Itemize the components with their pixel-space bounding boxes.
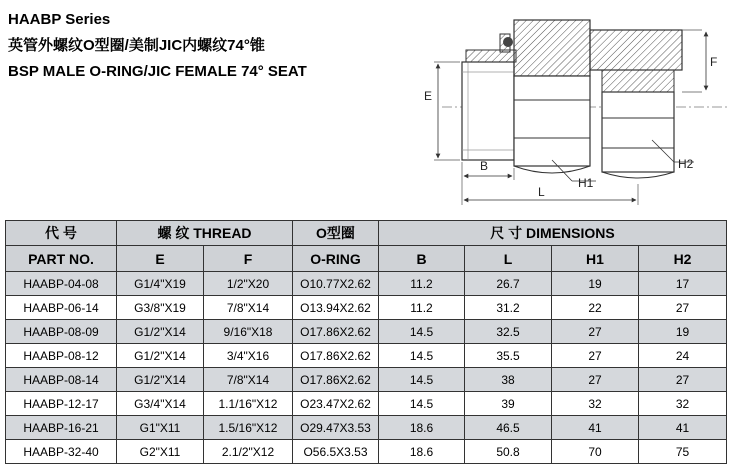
col-header-E: E [117,246,204,272]
cell-o-ring: O17.86X2.62 [293,368,379,392]
cell-o-ring: O13.94X2.62 [293,296,379,320]
cell-part-no: HAABP-06-14 [6,296,117,320]
cell-thread-F: 1.5/16"X12 [204,416,293,440]
label-B: B [480,159,489,173]
table-row [6,368,727,392]
col-header-F: F [204,246,293,272]
dimension-B [462,159,514,180]
cell-part-no: HAABP-08-12 [6,344,117,368]
cell-dim-H1: 27 [552,320,639,344]
cell-o-ring: O56.5X3.53 [293,440,379,464]
col-header-O-ring: O-RING [293,246,379,272]
col-header-L: L [465,246,552,272]
cell-dim-H2: 41 [639,416,727,440]
cell-dim-H1: 22 [552,296,639,320]
cell-dim-B: 14.5 [379,344,465,368]
cell-o-ring: O23.47X2.62 [293,392,379,416]
cell-dim-L: 32.5 [465,320,552,344]
cell-dim-B: 14.5 [379,320,465,344]
cell-dim-H2: 32 [639,392,727,416]
cell-thread-F: 9/16"X18 [204,320,293,344]
cell-part-no: HAABP-32-40 [6,440,117,464]
cell-dim-L: 46.5 [465,416,552,440]
cell-dim-B: 14.5 [379,368,465,392]
cell-dim-H2: 24 [639,344,727,368]
dimension-E [424,62,460,160]
cell-dim-L: 39 [465,392,552,416]
label-H2: H2 [678,157,694,171]
cell-thread-E: G1/2"X14 [117,320,204,344]
table-row [6,272,727,296]
cell-dim-B: 18.6 [379,440,465,464]
dimensions-header: 尺 寸 DIMENSIONS [379,221,727,246]
title-block [8,8,307,84]
cell-thread-F: 7/8"X14 [204,368,293,392]
cell-dim-H2: 27 [639,368,727,392]
label-F: F [710,55,718,69]
swivel-nut [590,30,702,178]
cell-o-ring: O17.86X2.62 [293,344,379,368]
cell-thread-F: 7/8"X14 [204,296,293,320]
cell-dim-H2: 19 [639,320,727,344]
dimension-L [462,180,638,205]
label-E: E [424,89,433,103]
cell-o-ring: O17.86X2.62 [293,320,379,344]
cell-dim-L: 26.7 [465,272,552,296]
cell-thread-F: 2.1/2"X12 [204,440,293,464]
table-row [6,344,727,368]
cell-dim-L: 38 [465,368,552,392]
col-header-H2: H2 [639,246,727,272]
label-H1: H1 [578,176,594,190]
cell-thread-F: 1.1/16"X12 [204,392,293,416]
cell-dim-H1: 27 [552,368,639,392]
dimension-F [706,32,717,90]
header-row-1 [6,221,727,246]
cell-dim-H1: 70 [552,440,639,464]
cell-dim-L: 31.2 [465,296,552,320]
cell-dim-B: 11.2 [379,296,465,320]
cell-dim-H2: 75 [639,440,727,464]
col-header-B: B [379,246,465,272]
cell-part-no: HAABP-12-17 [6,392,117,416]
cell-o-ring: O29.47X3.53 [293,416,379,440]
cell-dim-H1: 32 [552,392,639,416]
part-no-cn-header: 代 号 [6,221,117,246]
col-header-H1: H1 [552,246,639,272]
label-L: L [538,185,545,199]
table-row [6,320,727,344]
cell-part-no: HAABP-08-14 [6,368,117,392]
cell-thread-F: 3/4"X16 [204,344,293,368]
o-ring-seal [500,34,513,52]
oring-cn-header: O型圈 [293,221,379,246]
cell-dim-H1: 19 [552,272,639,296]
table-row [6,392,727,416]
cell-dim-B: 11.2 [379,272,465,296]
hex-nut [514,20,590,173]
cell-dim-L: 35.5 [465,344,552,368]
cell-thread-E: G3/8"X19 [117,296,204,320]
cell-thread-E: G1/2"X14 [117,368,204,392]
part-no-en-header: PART NO. [6,246,117,272]
table-row [6,416,727,440]
cell-part-no: HAABP-16-21 [6,416,117,440]
table-body [6,272,727,464]
cell-dim-H1: 27 [552,344,639,368]
table-row [6,440,727,464]
series-title: HAABP Series [8,11,111,28]
cell-dim-B: 18.6 [379,416,465,440]
fitting-technical-drawing [412,0,730,212]
cell-thread-E: G1/2"X14 [117,344,204,368]
cell-dim-H2: 17 [639,272,727,296]
male-thread-body [462,50,516,160]
cell-part-no: HAABP-04-08 [6,272,117,296]
cell-part-no: HAABP-08-09 [6,320,117,344]
cell-thread-E: G3/4"X14 [117,392,204,416]
english-title: BSP MALE O-RING/JIC FEMALE 74° SEAT [8,63,307,80]
cell-dim-H2: 27 [639,296,727,320]
cell-thread-E: G1"X11 [117,416,204,440]
chinese-title: 英管外螺纹O型圈/美制JIC内螺纹74°锥 [8,37,265,54]
cell-dim-H1: 41 [552,416,639,440]
cell-dim-L: 50.8 [465,440,552,464]
header-row-2 [6,246,727,272]
cell-dim-B: 14.5 [379,392,465,416]
table-row [6,296,727,320]
thread-header: 螺 纹 THREAD [117,221,293,246]
spec-table [5,220,727,464]
cell-o-ring: O10.77X2.62 [293,272,379,296]
cell-thread-F: 1/2"X20 [204,272,293,296]
cell-thread-E: G2"X11 [117,440,204,464]
cell-thread-E: G1/4"X19 [117,272,204,296]
